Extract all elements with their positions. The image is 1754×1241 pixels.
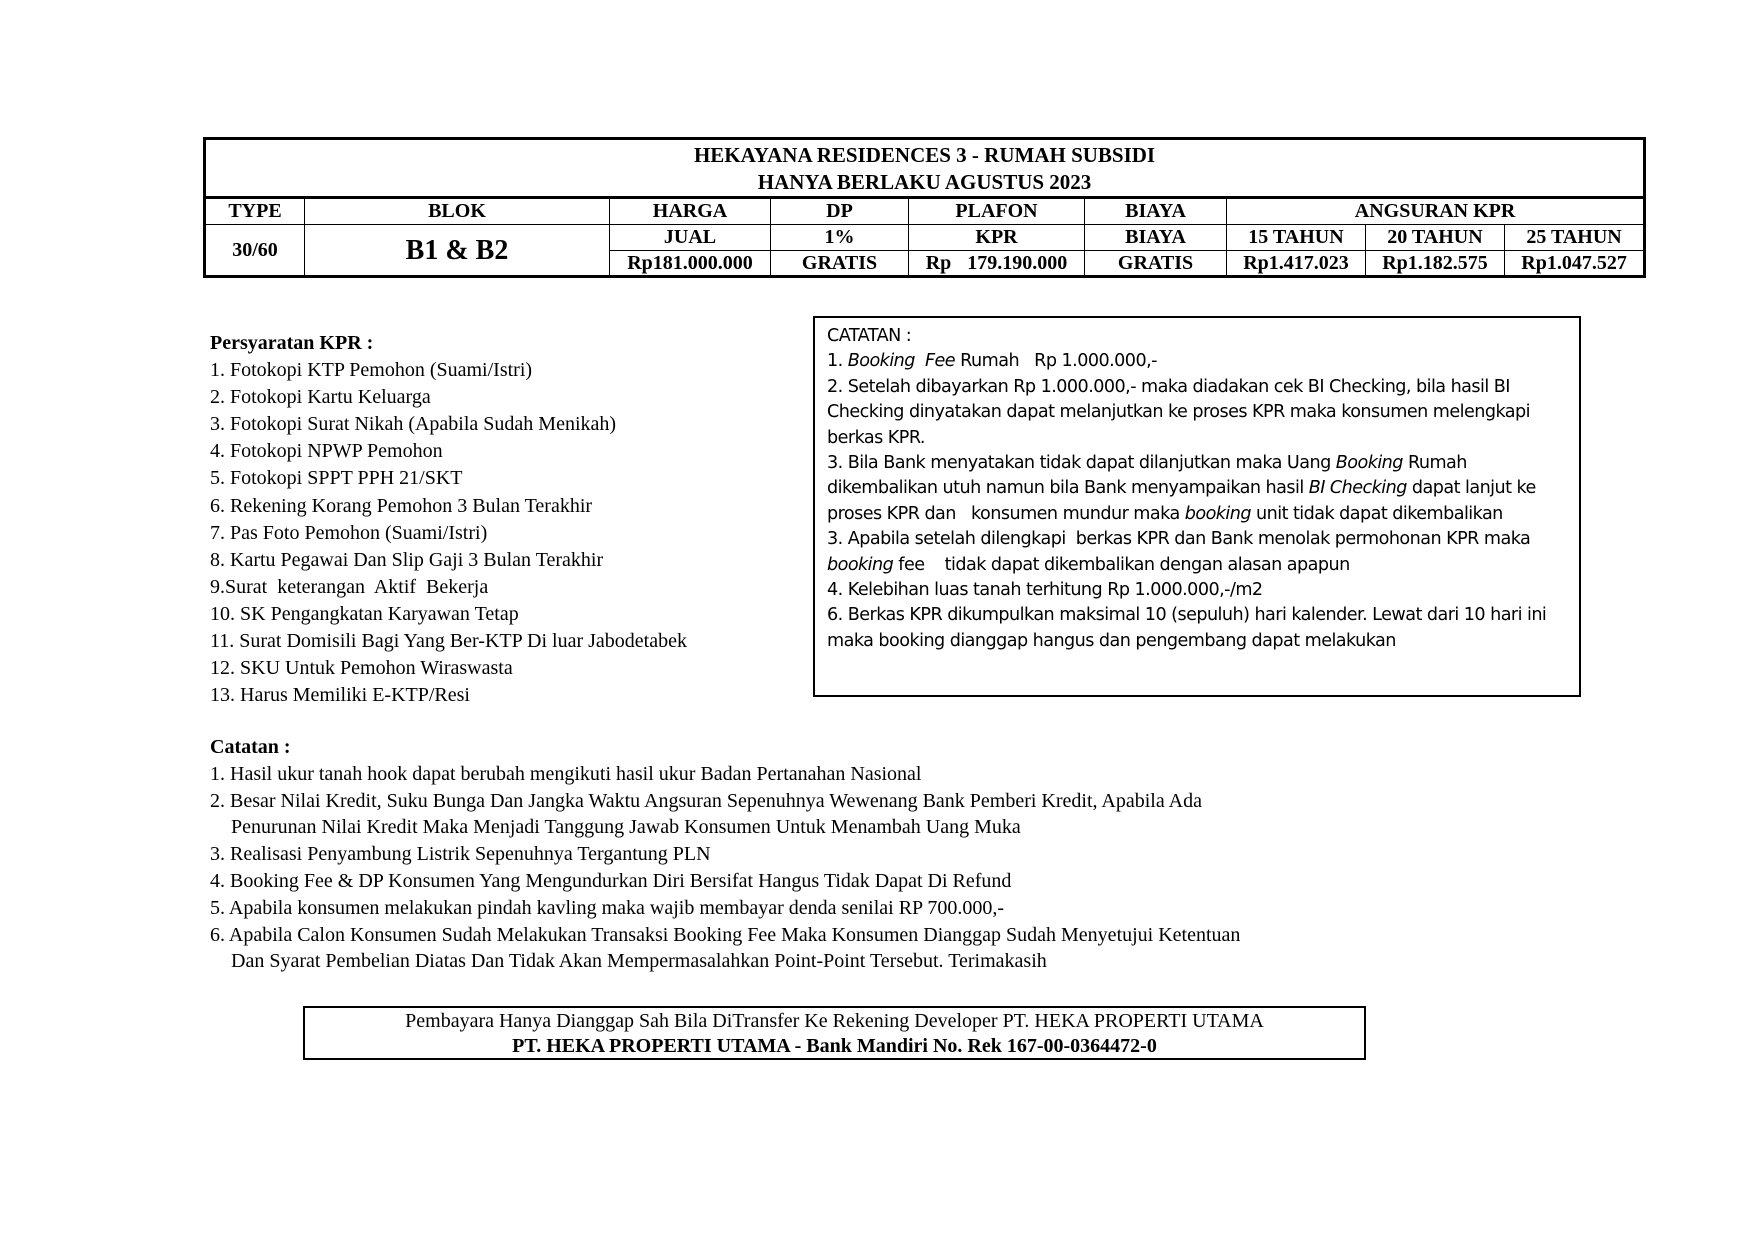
plafon-amount: 179.190.000 [967,251,1068,274]
header-harga: HARGA [610,198,771,225]
cell-plafon [909,251,1085,277]
notes-heading: Catatan : [210,736,291,758]
note-item-6-line-1: 6. Apabila Calon Konsumen Sudah Melakukan Transaksi Booking Fee Maka Konsumen Dianggap Sudah Menyetujui Ketentuan [210,923,1241,946]
list-item: 5. Fotokopi SPPT PPH 21/SKT [210,467,463,490]
cell-harga: Rp181.000.000 [610,251,771,277]
payment-box [303,1006,1366,1060]
catatan-item-3-italic1: Booking [1335,453,1403,474]
header-plafon: PLAFON [909,198,1085,225]
price-table [203,137,1646,278]
catatan-item-4-italic: booking [827,554,894,575]
subheader-plafon: KPR [909,225,1085,251]
subheader-tenor-20: 20 TAHUN [1366,225,1505,251]
cell-angsuran-15: Rp1.417.023 [1227,251,1366,277]
catatan-item-4-part2: fee tidak dapat dikembalikan dengan alasan apapun [898,554,1350,575]
subheader-biaya: BIAYA [1085,225,1227,251]
catatan-item-3 [827,451,1569,527]
subheader-harga: JUAL [610,225,771,251]
table-subtitle: HANYA BERLAKU AGUSTUS 2023 [757,170,1092,194]
notes-section [210,734,1360,975]
subheader-tenor-25: 25 TAHUN [1505,225,1645,251]
list-item: 9.Surat keterangan Aktif Bekerja [210,575,489,598]
list-item: 13. Harus Memiliki E-KTP/Resi [210,684,470,707]
list-item: 3. Fotokopi Surat Nikah (Apabila Sudah Menikah) [210,413,617,436]
note-item-6-line-2: Dan Syarat Pembelian Diatas Dan Tidak Akan Mempermasalahkan Point-Point Tersebut. Terimakasih [231,950,1047,973]
catatan-item-5: 4. Kelebihan luas tanah terhitung Rp 1.000.000,-/m2 [827,580,1263,601]
subheader-tenor-15: 15 TAHUN [1227,225,1366,251]
table-title: HEKAYANA RESIDENCES 3 - RUMAH SUBSIDI [693,143,1156,167]
list-item: 6. Rekening Korang Pemohon 3 Bulan Terakhir [210,494,593,517]
note-item-2-line-1: 2. Besar Nilai Kredit, Suku Bunga Dan Jangka Waktu Angsuran Sepenuhnya Wewenang Bank Pemberi Kredit, Apabila Ada [210,789,1202,812]
header-biaya: BIAYA [1085,198,1227,225]
payment-line-1: Pembayara Hanya Dianggap Sah Bila DiTransfer Ke Rekening Developer PT. HEKA PROPERTI UTAMA [405,1010,1264,1032]
header-type: TYPE [205,198,305,225]
catatan-heading: CATATAN : [827,326,912,346]
cell-dp: GRATIS [771,251,909,277]
catatan-item-3-part2: Rumah dikembalikan utuh namun bila Bank menyampaikan hasil [827,453,1472,499]
catatan-item-6: 6. Berkas KPR dikumpulkan maksimal 10 (sepuluh) hari kalender. Lewat dari 10 hari ini maka booking dianggap hangus dan pengembang dapat melakukan [827,605,1547,651]
cell-angsuran-25: Rp1.047.527 [1505,251,1645,277]
cell-blok: B1 & B2 [305,225,610,277]
requirements-section [210,330,810,709]
list-item: 1. Fotokopi KTP Pemohon (Suami/Istri) [210,359,533,382]
catatan-item-3-part4: unit tidak dapat dikembalikan [1256,503,1503,524]
catatan-item-2: 2. Setelah dibayarkan Rp 1.000.000,- maka diadakan cek BI Checking, bila hasil BI Checking dinyatakan dapat melanjutkan ke proses KPR maka konsumen melengkapi berkas KPR. [827,376,1530,448]
list-item: 7. Pas Foto Pemohon (Suami/Istri) [210,521,488,544]
requirements-heading: Persyaratan KPR : [210,332,374,354]
cell-type: 30/60 [205,225,305,277]
header-dp: DP [771,198,909,225]
list-item: 12. SKU Untuk Pemohon Wiraswasta [210,657,513,680]
list-item: 11. Surat Domisili Bagi Yang Ber-KTP Di luar Jabodetabek [210,630,687,653]
note-item-1: 1. Hasil ukur tanah hook dapat berubah mengikuti hasil ukur Badan Pertanahan Nasional [210,762,922,785]
note-item-2-line-2: Penurunan Nilai Kredit Maka Menjadi Tanggung Jawab Konsumen Untuk Menambah Uang Muka [231,816,1021,839]
list-item: 8. Kartu Pegawai Dan Slip Gaji 3 Bulan Terakhir [210,548,604,571]
catatan-item-4 [827,527,1569,578]
cell-biaya: GRATIS [1085,251,1227,277]
catatan-item-1-prefix: 1. [827,351,843,372]
payment-line-2: PT. HEKA PROPERTI UTAMA - Bank Mandiri No. Rek 167-00-0364472-0 [512,1035,1157,1057]
cell-angsuran-20: Rp1.182.575 [1366,251,1505,277]
catatan-item-4-part1: 3. Apabila setelah dilengkapi berkas KPR dan Bank menolak permohonan KPR maka [827,529,1531,550]
catatan-item-1 [827,349,1569,374]
list-item: 2. Fotokopi Kartu Keluarga [210,386,431,409]
note-item-3: 3. Realisasi Penyambung Listrik Sepenuhnya Tergantung PLN [210,843,711,866]
note-item-5: 5. Apabila konsumen melakukan pindah kavling maka wajib membayar denda senilai RP 700.000,- [210,896,1005,919]
catatan-item-3-part1: 3. Bila Bank menyatakan tidak dapat dilanjutkan maka Uang [827,453,1331,474]
note-item-4: 4. Booking Fee & DP Konsumen Yang Mengundurkan Diri Bersifat Hangus Tidak Dapat Di Refund [210,869,1012,892]
plafon-currency: Rp [925,251,952,274]
catatan-item-1-suffix: Rumah Rp 1.000.000,- [960,351,1157,372]
table-title-cell [205,139,1645,198]
catatan-item-1-italic: Booking Fee [847,351,956,372]
catatan-item-3-italic3: booking [1184,503,1251,524]
catatan-item-3-part3: dapat lanjut ke proses KPR dan konsumen mundur maka [827,478,1541,524]
header-angsuran: ANGSURAN KPR [1227,198,1645,225]
catatan-item-3-italic2: BI Checking [1308,478,1407,499]
list-item: 10. SK Pengangkatan Karyawan Tetap [210,602,519,625]
list-item: 4. Fotokopi NPWP Pemohon [210,440,443,463]
catatan-box [813,316,1581,697]
header-blok: BLOK [305,198,610,225]
subheader-dp: 1% [771,225,909,251]
